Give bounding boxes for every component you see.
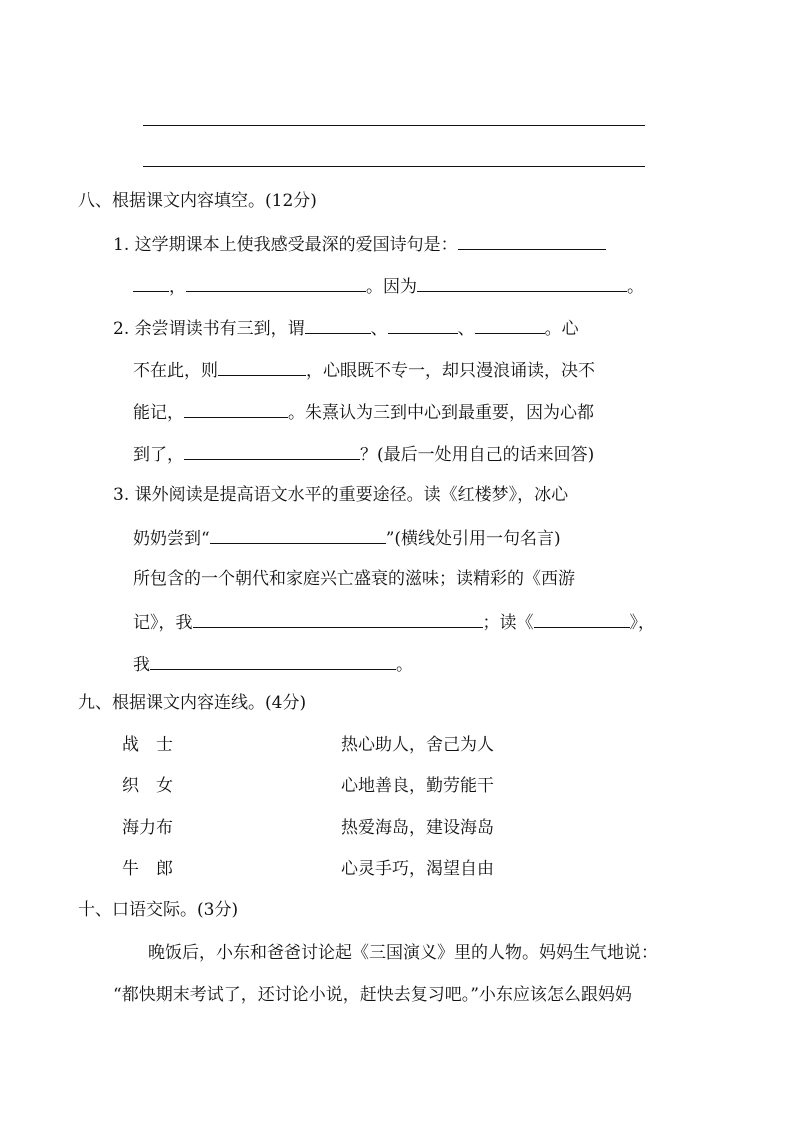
q2-text: 不在此，则 <box>133 361 218 381</box>
q3-number: 3. <box>113 485 130 505</box>
q3-text: 记》，我 <box>133 613 193 633</box>
q1-blank-poem2[interactable] <box>186 274 366 292</box>
section-10-paragraph-1: 晚饭后，小东和爸爸讨论起《三国演义》里的人物。妈妈生气地说： <box>148 943 658 963</box>
q2-text: 能记， <box>133 403 184 423</box>
match-left-item[interactable]: 海力布 <box>122 818 173 838</box>
match-right-item[interactable]: 心地善良，勤劳能干 <box>341 776 494 796</box>
q1-prompt: 这学期课本上使我感受最深的爱国诗句是： <box>134 235 458 255</box>
q2-number: 2. <box>113 319 130 339</box>
q3-text: ”(横线处引用一句名言) <box>385 529 561 549</box>
q3-line5 <box>133 652 413 676</box>
q2-text: 。心 <box>544 319 579 339</box>
match-left-item[interactable]: 牛 郎 <box>122 859 173 879</box>
q3-text: 奶奶尝到“ <box>133 529 210 549</box>
q1-blank-reason[interactable] <box>417 274 627 292</box>
section-10-heading: 十、口语交际。(3分) <box>78 900 239 920</box>
q2-blank-3[interactable] <box>475 316 545 334</box>
q1-blank-poem[interactable] <box>458 232 606 250</box>
q2-blank-4[interactable] <box>218 358 306 376</box>
q3-blank-xiyou[interactable] <box>193 610 483 628</box>
match-left-item[interactable]: 织 女 <box>122 776 173 796</box>
q2-line1 <box>113 316 579 340</box>
q3-text: ；读《 <box>482 613 534 633</box>
q3-text: 》， <box>629 613 655 633</box>
q2-text: 。朱熹认为三到中心到最重要，因为心都 <box>288 403 594 423</box>
section-9-heading: 九、根据课文内容连线。(4分) <box>78 693 307 713</box>
q3-line2 <box>133 526 561 550</box>
match-right-item[interactable]: 心灵手巧，渴望自由 <box>341 859 494 879</box>
q3-text: 所包含的一个朝代和家庭兴亡盛衰的滋味；读精彩的《西游 <box>133 569 575 589</box>
q1-sep: ， <box>169 277 186 297</box>
q1-line1 <box>113 232 606 256</box>
q3-blank-feeling[interactable] <box>150 652 396 670</box>
match-right-item[interactable]: 热心助人，舍己为人 <box>341 735 494 755</box>
q2-text: ，心眼既不专一，却只漫浪诵读，决不 <box>306 361 595 381</box>
q3-text: 我 <box>133 655 150 675</box>
q2-text: 到了， <box>133 445 184 465</box>
q2-blank-6[interactable] <box>184 442 360 460</box>
answer-line[interactable] <box>143 166 645 167</box>
q3-text: 课外阅读是提高语文水平的重要途径。读《红楼梦》，冰心 <box>134 485 569 505</box>
match-left-item[interactable]: 战 士 <box>122 735 173 755</box>
q3-blank-book[interactable] <box>534 610 630 628</box>
q2-sep: 、 <box>457 319 475 339</box>
match-right-item[interactable]: 热爱海岛，建设海岛 <box>341 818 494 838</box>
q1-line2 <box>133 274 644 298</box>
q2-line2 <box>133 358 595 382</box>
answer-line[interactable] <box>143 125 645 126</box>
q2-blank-1[interactable] <box>305 316 371 334</box>
q1-blank-poem-cont[interactable] <box>133 274 169 292</box>
q2-blank-5[interactable] <box>184 400 288 418</box>
section-10-paragraph-2: “都快期末考试了，还讨论小说，赶快去复习吧。”小东应该怎么跟妈妈 <box>113 985 632 1005</box>
q3-blank-quote[interactable] <box>210 526 386 544</box>
q3-line4 <box>133 610 655 634</box>
q1-end1: 。因为 <box>366 277 417 297</box>
q3-line1 <box>113 484 568 506</box>
q3-text: 。 <box>396 655 413 675</box>
q2-text: ？(最后一处用自己的话来回答) <box>360 445 595 465</box>
section-8-heading: 八、根据课文内容填空。(12分) <box>78 191 317 211</box>
q2-line4 <box>133 442 594 466</box>
q2-line3 <box>133 400 594 424</box>
q3-line3 <box>133 568 575 590</box>
q2-blank-2[interactable] <box>388 316 458 334</box>
q1-end2: 。 <box>627 277 644 297</box>
q2-text: 余尝谓读书有三到，谓 <box>134 319 305 339</box>
q1-number: 1. <box>113 235 130 255</box>
q2-sep: 、 <box>370 319 388 339</box>
